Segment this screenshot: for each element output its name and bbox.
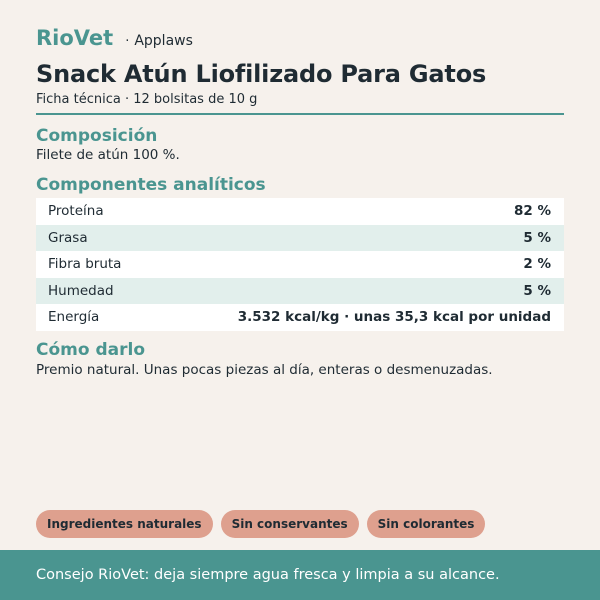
row-value: 82 % [513, 203, 551, 220]
row-label: Fibra bruta [48, 256, 122, 273]
row-label: Proteína [48, 203, 104, 220]
brand-row [36, 26, 564, 54]
table-row [36, 198, 564, 225]
table-row [36, 225, 564, 252]
footer-tip: Consejo RioVet: deja siempre agua fresca y limpia a su alcance. [36, 567, 500, 583]
howto-section [36, 340, 564, 378]
howto-text: Premio natural. Unas pocas piezas al día, enteras o desmenuzadas. [36, 362, 493, 378]
page-subtitle: Ficha técnica · 12 bolsitas de 10 g [36, 92, 258, 107]
analytics-section [36, 175, 564, 331]
brand-separator: · [125, 34, 130, 49]
howto-title: Cómo darlo [36, 340, 145, 360]
table-row [36, 304, 564, 331]
page-title: Snack Atún Liofilizado Para Gatos [36, 60, 487, 88]
row-label: Humedad [48, 282, 114, 299]
row-value: 3.532 kcal/kg · unas 35,3 kcal por unidad [237, 309, 551, 326]
brand-name: RioVet [36, 26, 114, 50]
row-label: Grasa [48, 229, 88, 246]
row-value: 2 % [523, 256, 551, 273]
badge-no-preservatives: Sin conservantes [221, 510, 359, 538]
table-row [36, 278, 564, 305]
composition-text: Filete de atún 100 %. [36, 147, 180, 163]
header-divider [36, 113, 564, 115]
table-row [36, 251, 564, 278]
row-value: 5 % [523, 282, 551, 299]
badge-natural-ingredients: Ingredientes naturales [36, 510, 213, 538]
row-label: Energía [48, 309, 100, 326]
maker-name: Applaws [134, 33, 193, 49]
analytics-table [36, 198, 564, 331]
analytics-title: Componentes analíticos [36, 175, 266, 195]
composition-title: Composición [36, 126, 158, 146]
header [36, 26, 564, 115]
footer-banner [0, 550, 600, 600]
row-value: 5 % [523, 229, 551, 246]
composition-section [36, 126, 180, 163]
badge-no-colorants: Sin colorantes [367, 510, 486, 538]
badge-list [36, 510, 485, 538]
